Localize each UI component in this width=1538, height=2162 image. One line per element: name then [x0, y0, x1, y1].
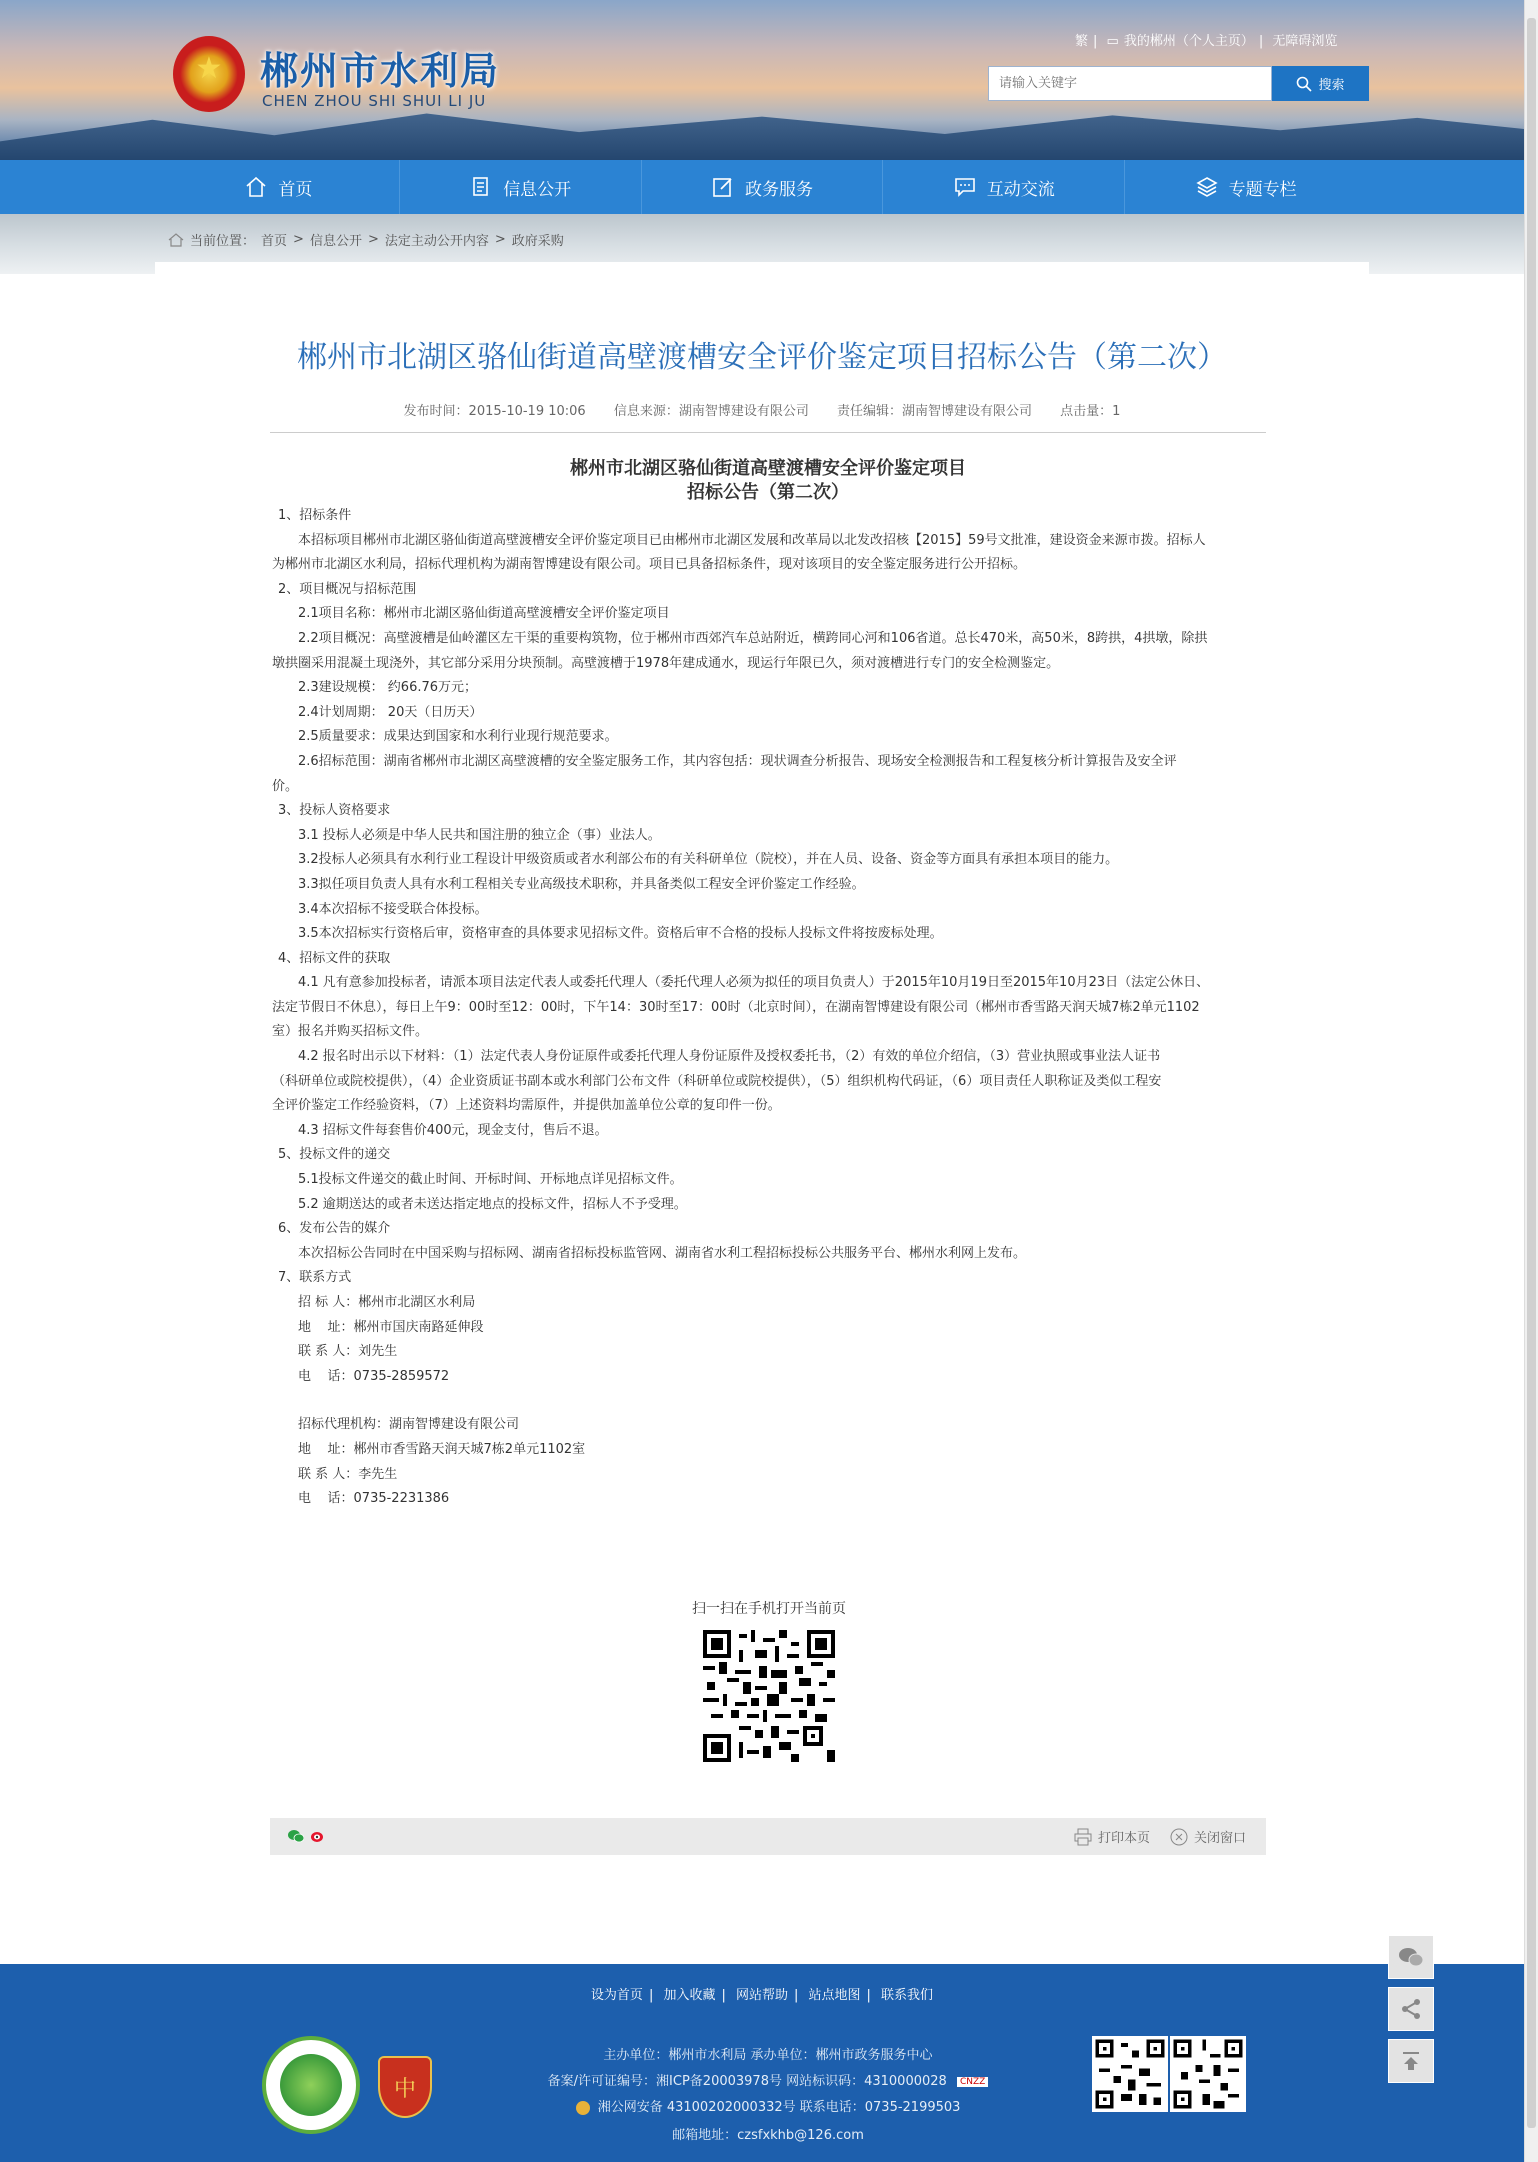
search-box: [988, 66, 1272, 101]
share-icon: [1399, 1997, 1423, 2021]
print-label: 打印本页: [1097, 1831, 1150, 1846]
site-subtitle: CHEN ZHOU SHI SHUI LI JU: [262, 92, 487, 110]
contact-line: [272, 1389, 1268, 1413]
paragraph: 室）报名并购买招标文件。: [272, 1024, 429, 1040]
section-heading: 7、联系方式: [278, 1270, 352, 1286]
wechat-icon: [1398, 1946, 1424, 1968]
weibo-icon[interactable]: [310, 1829, 326, 1843]
contact-line: 地 址：郴州市香雪路天润天城7栋2单元1102室: [298, 1441, 586, 1457]
close-icon: [1170, 1828, 1188, 1846]
article-body: [272, 504, 1268, 1512]
chat-icon: [953, 175, 977, 199]
layers-icon: [1195, 175, 1219, 199]
paragraph: 3.5本次招标实行资格后审，资格审查的具体要求见招标文件。资格后审不合格的投标人投标文件将按废标处理。: [298, 926, 943, 942]
side-share-button[interactable]: [1388, 1987, 1434, 2031]
back-to-top-icon: [1399, 2049, 1423, 2073]
main-nav: [0, 160, 1524, 214]
section-heading: 2、项目概况与招标范围: [278, 581, 417, 597]
nav-item-home[interactable]: [158, 160, 400, 214]
article-meta: [200, 400, 1324, 419]
nav-item-special[interactable]: [1125, 160, 1366, 214]
section-heading: 6、发布公告的媒介: [278, 1221, 391, 1237]
traditional-chinese-link[interactable]: 繁: [1075, 34, 1089, 49]
paragraph: 本次招标公告同时在中国采购与招标网、湖南省招标投标监管网、湖南省水利工程招标投标公共服务平台、郴州水利网上发布。: [298, 1245, 1027, 1261]
footer-police-text[interactable]: 湘公网安备 43100202000332号 联系电话：0735-2199503: [597, 2100, 961, 2115]
page-qr-code: [703, 1630, 835, 1762]
breadcrumb-prefix: 当前位置：: [190, 234, 256, 249]
personal-home-link[interactable]: 我的郴州（个人主页）: [1123, 34, 1254, 49]
home-icon: [168, 233, 184, 247]
paragraph: 2.4计划周期： 20天（日历天）: [298, 704, 483, 720]
paragraph: 4.1 凡有意参加投标者，请派本项目法定代表人或委托代理人（委托代理人必须为拟任的项目负责人）于2015年10月19日至2015年10月23日（法定公休日、: [298, 975, 1210, 991]
paragraph: 3.2投标人必须具有水利行业工程设计甲级资质或者水利部公布的有关科研单位（院校），并在人员、设备、资金等方面具有承担本项目的能力。: [298, 852, 1119, 868]
qr-label: 扫一扫在手机打开当前页: [692, 1601, 846, 1617]
cnzz-badge[interactable]: CNZZ: [957, 2077, 988, 2087]
paragraph: 全评价鉴定工作经验资料，（7）上述资料均需原件，并提供加盖单位公章的复印件一份。: [272, 1098, 781, 1114]
close-label: 关闭窗口: [1193, 1831, 1246, 1846]
nav-label: 专题专栏: [1228, 179, 1297, 200]
breadcrumb-home[interactable]: 首页: [261, 234, 288, 249]
paragraph: 5.2 逾期送达的或者未送达指定地点的投标文件，招标人不予受理。: [298, 1196, 687, 1212]
paragraph: 4.2 报名时出示以下材料：（1）法定代表人身份证原件或委托代理人身份证原件及授权委托书，（2）有效的单位介绍信，（3）营业执照或事业法人证书: [298, 1049, 1161, 1065]
doc-heading-line1: 郴州市北湖区骆仙街道高壁渡槽安全评价鉴定项目: [570, 458, 966, 479]
close-window-button[interactable]: [1170, 1827, 1246, 1846]
print-button[interactable]: [1074, 1827, 1150, 1846]
paragraph: 2.1项目名称：郴州市北湖区骆仙街道高壁渡槽安全评价鉴定项目: [298, 606, 670, 622]
nav-item-service[interactable]: [642, 160, 884, 214]
contact-line: 电 话：0735-2859572: [298, 1368, 450, 1384]
share-bar: [270, 1818, 1266, 1855]
search-button-label: 搜索: [1318, 78, 1345, 93]
footer-link-sethome[interactable]: 设为首页: [590, 1988, 643, 2003]
breadcrumb-statutory[interactable]: 法定主动公开内容: [384, 234, 489, 249]
contact-line: 地 址：郴州市国庆南路延伸段: [298, 1319, 484, 1335]
wechat-icon[interactable]: [288, 1829, 304, 1843]
paragraph: 本招标项目郴州市北湖区骆仙街道高壁渡槽安全评价鉴定项目已由郴州市北湖区发展和改革局以北发改招核【2015】59号文批准，建设资金来源市拨。招标人: [298, 532, 1206, 548]
site-footer: [0, 1964, 1524, 2162]
mountain-banner: [0, 98, 1524, 160]
breadcrumb-info[interactable]: 信息公开: [309, 234, 362, 249]
hit-count: 点击量：1: [1060, 404, 1121, 419]
paragraph: 价。: [272, 778, 299, 794]
publish-time: 发布时间：2015-10-19 10:06: [403, 404, 586, 419]
paragraph: 2.2项目概况：高壁渡槽是仙岭灌区左干渠的重要构筑物，位于郴州市西郊汽车总站附近，横跨同心河和106省道。总长470米，高50米，8跨拱，4拱墩，除拱: [298, 630, 1208, 646]
party-government-badge[interactable]: 中: [378, 2056, 432, 2118]
document-icon: [469, 175, 493, 199]
home-icon: [244, 175, 268, 199]
paragraph: 为郴州市北湖区水利局，招标代理机构为湖南智博建设有限公司。项目已具备招标条件，现对该项目的安全鉴定服务进行公开招标。: [272, 557, 1027, 573]
paragraph: 2.3建设规模： 约66.76万元；: [298, 680, 478, 696]
footer-qr-code-1: [1092, 2036, 1168, 2112]
section-heading: 3、投标人资格要求: [278, 803, 391, 819]
footer-qr-code-2: [1170, 2036, 1246, 2112]
paragraph: 3.3拟任项目负责人具有水利工程相关专业高级技术职称，并具备类似工程安全评价鉴定工作经验。: [298, 876, 865, 892]
contact-line: 联 系 人：刘先生: [298, 1344, 398, 1360]
footer-link-sitemap[interactable]: 站点地图: [808, 1988, 861, 2003]
paragraph: 3.1 投标人必须是中华人民共和国注册的独立企（事）业法人。: [298, 827, 661, 843]
search-button[interactable]: [1272, 66, 1369, 101]
scrollbar[interactable]: [1524, 0, 1538, 2162]
section-heading: 1、招标条件: [278, 508, 352, 523]
paragraph: 法定节假日不休息），每日上午9：00时至12：00时，下午14：30时至17：00时（北京时间），在湖南智博建设有限公司（郴州市香雪路天润天城7栋2单元1102: [272, 999, 1200, 1015]
nav-label: 政务服务: [744, 179, 813, 200]
nav-label: 信息公开: [503, 179, 572, 200]
printer-icon: [1074, 1828, 1092, 1846]
search-input[interactable]: [989, 67, 1271, 100]
contact-line: 招标代理机构：湖南智博建设有限公司: [298, 1417, 520, 1433]
footer-sponsor: 主办单位：郴州市水利局 承办单位：郴州市政务服务中心: [603, 2048, 933, 2063]
contact-line: 电 话：0735-2231386: [298, 1491, 450, 1507]
paragraph: 4.3 招标文件每套售价400元，现金支付，售后不退。: [298, 1122, 608, 1138]
search-icon: [1296, 76, 1312, 92]
doc-heading-line2: 招标公告（第二次）: [687, 482, 849, 503]
info-source: 信息来源：湖南智博建设有限公司: [613, 404, 809, 419]
responsible-editor: 责任编辑：湖南智博建设有限公司: [837, 404, 1033, 419]
footer-links: 设为首页 | 加入收藏 | 网站帮助 | 站点地图 | 联系我们: [590, 1988, 934, 2003]
breadcrumb-separator: >: [367, 232, 379, 247]
paragraph: 5.1投标文件递交的截止时间、开标时间、开标地点详见招标文件。: [298, 1172, 683, 1188]
footer-link-contact[interactable]: 联系我们: [881, 1988, 934, 2003]
police-badge-icon: [576, 2101, 590, 2115]
contact-line: 招 标 人：郴州市北湖区水利局: [298, 1295, 476, 1310]
contact-line: 联 系 人：李先生: [298, 1466, 398, 1482]
side-back-to-top-button[interactable]: [1388, 2039, 1434, 2083]
site-header: [0, 0, 1524, 160]
nav-label: 首页: [278, 179, 313, 200]
footer-link-favorite[interactable]: 加入收藏: [663, 1988, 716, 2003]
accessibility-link[interactable]: 无障碍浏览: [1272, 34, 1338, 49]
paragraph: 3.4本次招标不接受联合体投标。: [298, 901, 488, 917]
footer-icp-text[interactable]: 备案/许可证编号：湘ICP备20003978号 网站标识码：4310000028: [547, 2074, 947, 2089]
paragraph: （科研单位或院校提供），（4）企业资质证书副本或水利部门公布文件（科研单位或院校提供），（5）组织机构代码证，（6）项目责任人职称证及类似工程安: [272, 1073, 1162, 1089]
edit-icon: [711, 175, 735, 199]
breadcrumb-separator: >: [293, 232, 304, 247]
breadcrumb: [168, 230, 564, 249]
national-emblem-icon[interactable]: ★: [173, 36, 245, 112]
paragraph: 2.5质量要求：成果达到国家和水利行业现行规范要求。: [298, 729, 618, 745]
top-links: 繁 | ▭ 我的郴州（个人主页） | 无障碍浏览: [1075, 34, 1338, 49]
site-title[interactable]: 郴州市水利局: [260, 49, 501, 93]
breadcrumb-procurement[interactable]: 政府采购: [511, 234, 564, 249]
section-heading: 5、投标文件的递交: [278, 1147, 391, 1163]
footer-police: [0, 2096, 1536, 2115]
side-wechat-button[interactable]: [1388, 1935, 1434, 1979]
paragraph: 2.6招标范围：湖南省郴州市北湖区高壁渡槽的安全鉴定服务工作，其内容包括：现状调查分析报告、现场安全检测报告和工程复核分析计算报告及安全评: [298, 753, 1177, 769]
article-title: 郴州市北湖区骆仙街道高壁渡槽安全评价鉴定项目招标公告（第二次）: [297, 340, 1227, 375]
scrollbar-thumb[interactable]: [1527, 18, 1536, 2128]
footer-link-help[interactable]: 网站帮助: [735, 1988, 788, 2003]
monitor-icon: ▭: [1106, 34, 1119, 49]
divider: [270, 432, 1266, 433]
nav-item-interact[interactable]: [883, 160, 1125, 214]
section-heading: 4、招标文件的获取: [278, 950, 391, 966]
footer-icp: [0, 2070, 1536, 2089]
nav-label: 互动交流: [986, 179, 1055, 200]
paragraph: 墩拱圈采用混凝土现浇外，其它部分采用分块预制。高壁渡槽于1978年建成通水，现运行年限已久，须对渡槽进行专门的安全检测鉴定。: [272, 655, 1060, 671]
breadcrumb-separator: >: [494, 232, 506, 247]
footer-email: 邮箱地址：czsfxkhb@126.com: [672, 2128, 864, 2143]
nav-item-info[interactable]: [400, 160, 642, 214]
